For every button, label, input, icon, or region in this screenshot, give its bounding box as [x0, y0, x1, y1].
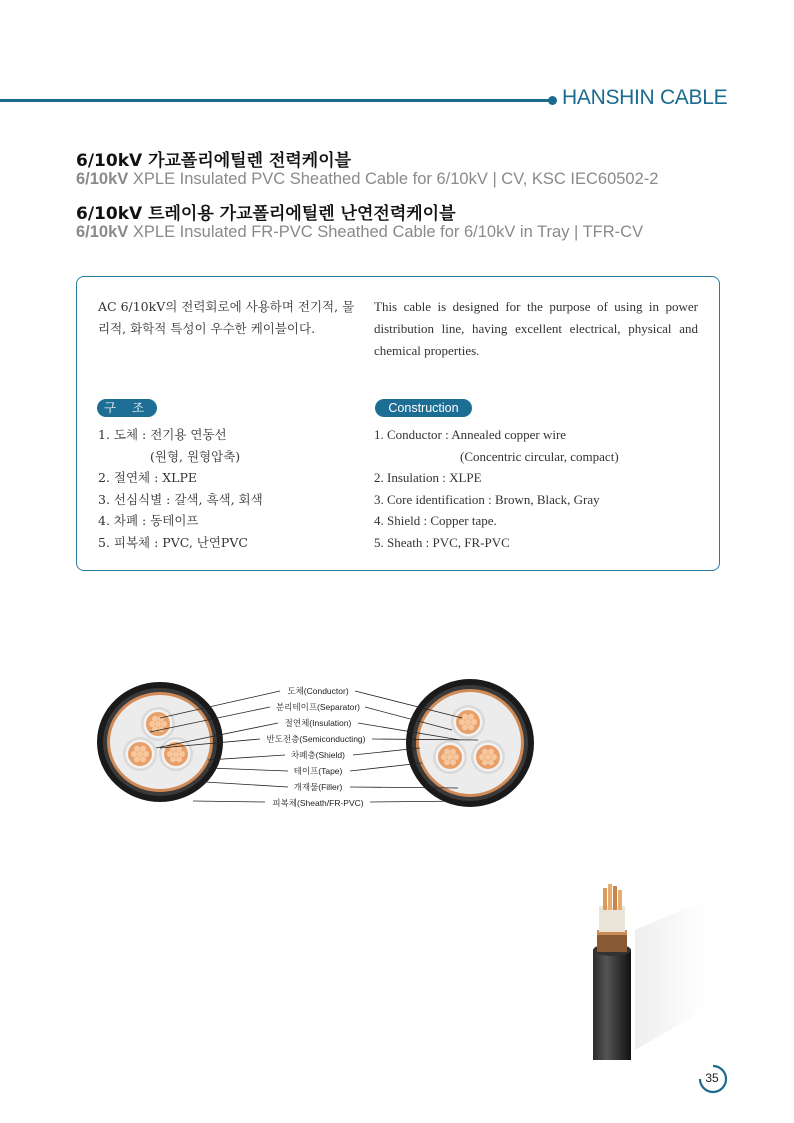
brand-name: HANSHIN CABLE — [562, 86, 728, 109]
page-number-wrap — [698, 1064, 728, 1094]
description-en: This cable is designed for the purpose of using in power distribution line, having excellent electrical, physical and chemical properties. — [374, 299, 698, 358]
construction-list-ko — [98, 424, 263, 553]
construction-item-en: 4. Shield : Copper tape. — [374, 513, 497, 528]
title-en-2-prefix: 6/10kV — [76, 223, 129, 241]
diagram-label-conductor: 도체(Conductor) — [287, 686, 349, 696]
construction-heading-ko: 구 조 — [97, 399, 157, 417]
diagram-label-shield: 차폐층(Shield) — [291, 750, 345, 760]
construction-item-ko: 3. 선심식별 : 갈색, 흑색, 회색 — [98, 491, 263, 507]
header-rule — [0, 99, 556, 102]
construction-item-en: (Concentric circular, compact) — [460, 448, 619, 464]
diagram-label-semiconducting: 반도전층(Semiconducting) — [266, 734, 366, 744]
diagram-label-filler: 개재물(Filler) — [293, 782, 343, 792]
title-ko-2: 6/10kV 트레이용 가교폴리에틸렌 난연전력케이블 — [76, 204, 456, 224]
diagram-label-sheath: 피복체(Sheath/FR-PVC) — [272, 798, 364, 808]
title-ko-1: 6/10kV 가교폴리에틸렌 전력케이블 — [76, 151, 352, 171]
title-en-2 — [76, 223, 643, 242]
diagram-label-insulation: 절연체(Insulation) — [284, 718, 352, 728]
construction-list-en — [374, 424, 619, 553]
construction-heading-en: Construction — [375, 399, 472, 417]
construction-item-ko: 2. 절연체 : XLPE — [98, 470, 198, 485]
construction-item-ko: 4. 차폐 : 동테이프 — [98, 513, 199, 528]
page-number: 35 — [705, 1071, 719, 1085]
title-en-1-rest: XPLE Insulated PVC Sheathed Cable for 6/10kV | CV, KSC IEC60502-2 — [128, 170, 659, 188]
construction-item-en: 1. Conductor : Annealed copper wire — [374, 427, 567, 442]
construction-item-en: 2. Insulation : XLPE — [374, 470, 482, 485]
diagram-label-tape: 테이프(Tape) — [293, 766, 343, 776]
construction-item-en: 5. Sheath : PVC, FR-PVC — [374, 534, 510, 550]
cable-photo — [585, 870, 705, 1060]
diagram-label-separator: 분리테이프(Separator) — [275, 702, 361, 712]
construction-item-ko: (원형, 원형압축) — [150, 448, 241, 464]
cable-cross-section-diagram — [90, 670, 540, 830]
left-cable-section — [97, 682, 223, 802]
header-rule-dot — [548, 96, 557, 105]
construction-item-ko: 5. 피복체 : PVC, 난연PVC — [98, 534, 248, 550]
description-ko: AC 6/10kV의 전력회로에 사용하며 전기적, 물리적, 화학적 특성이 우수한 케이블이다. — [98, 299, 355, 336]
construction-item-ko: 1. 도체 : 전기용 연동선 — [98, 427, 227, 442]
title-en-1-prefix: 6/10kV — [76, 170, 129, 188]
title-en-1 — [76, 170, 658, 189]
construction-item-en: 3. Core identification : Brown, Black, Gray — [374, 491, 600, 507]
title-en-2-rest: XPLE Insulated FR-PVC Sheathed Cable for 6/10kV in Tray | TFR-CV — [128, 223, 644, 241]
